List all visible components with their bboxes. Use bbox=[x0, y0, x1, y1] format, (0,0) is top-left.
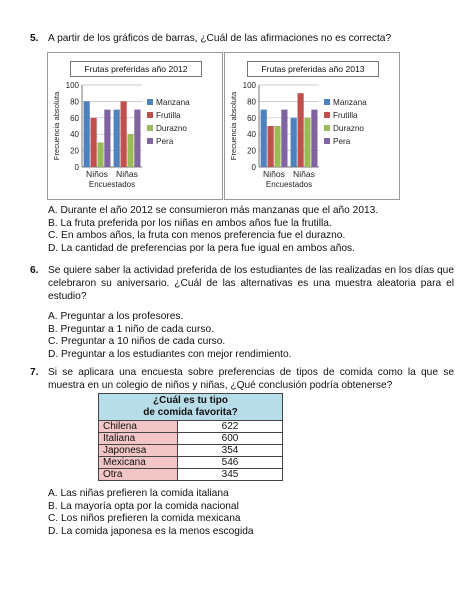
y-tick-label: 40 bbox=[70, 130, 79, 140]
y-tick-label: 40 bbox=[247, 130, 256, 140]
x-tick-label: Niñas bbox=[116, 169, 138, 179]
bar bbox=[84, 101, 90, 167]
y-axis-label: Frecuencia absoluta bbox=[52, 91, 61, 161]
y-tick-label: 20 bbox=[70, 146, 79, 156]
legend-label: Manzana bbox=[333, 98, 367, 107]
question-7-text: Si se aplicara una encuesta sobre preferencias de tipos de comida como la que se muestra en un colegio de niños y niñas, ¿Qué conclusión podría obtenerse? bbox=[48, 367, 454, 391]
bar bbox=[281, 110, 287, 167]
q6-option-c[interactable]: C. Preguntar a 10 niños de cada curso. bbox=[48, 336, 226, 348]
x-tick-label: Niños bbox=[86, 169, 108, 179]
x-axis-label: Encuestados bbox=[88, 180, 136, 189]
q5-option-a[interactable]: A. Durante el año 2012 se consumieron más manzanas que el año 2013. bbox=[48, 205, 379, 216]
table-cell-value: 546 bbox=[178, 457, 283, 469]
y-tick-label: 100 bbox=[65, 81, 79, 90]
legend-swatch bbox=[324, 112, 330, 118]
legend-label: Pera bbox=[333, 137, 351, 146]
bar bbox=[261, 110, 267, 167]
y-tick-label: 0 bbox=[74, 163, 79, 172]
chart-2013 bbox=[224, 52, 400, 200]
chart-2013-plot bbox=[225, 53, 399, 199]
legend-swatch bbox=[147, 99, 153, 105]
y-tick-label: 0 bbox=[251, 163, 256, 172]
q5-option-c[interactable]: C. En ambos años, la fruta con menos preferencia fue el durazno. bbox=[48, 230, 346, 242]
table-cell-label: Chilena bbox=[99, 421, 178, 433]
legend-swatch bbox=[147, 125, 153, 131]
q5-option-b[interactable]: B. La fruta preferida por los niñas en ambos años fue la frutilla. bbox=[48, 217, 332, 229]
question-5-number: 5. bbox=[30, 33, 39, 44]
x-tick-label: Niños bbox=[263, 169, 285, 179]
question-6 bbox=[30, 264, 454, 361]
legend-label: Durazno bbox=[333, 124, 364, 133]
legend-swatch bbox=[147, 112, 153, 118]
y-tick-label: 60 bbox=[70, 113, 79, 123]
table-row bbox=[99, 469, 283, 481]
q6-option-b[interactable]: B. Preguntar a 1 niño de cada curso. bbox=[48, 323, 214, 335]
table-cell-label: Otra bbox=[99, 469, 178, 481]
legend-label: Pera bbox=[156, 137, 174, 146]
chart-2012-plot bbox=[48, 53, 222, 199]
table-row bbox=[99, 433, 283, 445]
q6-option-d[interactable]: D. Preguntar a los estudiantes con mejor rendimiento. bbox=[48, 348, 292, 360]
chart-2012 bbox=[47, 52, 223, 200]
bar bbox=[298, 93, 304, 167]
q7-option-b[interactable]: B. La mayoría opta por la comida nacional bbox=[48, 500, 239, 512]
legend-label: Manzana bbox=[156, 98, 190, 107]
question-5-options bbox=[30, 205, 454, 255]
bar bbox=[268, 126, 274, 167]
question-7-number: 7. bbox=[30, 367, 39, 378]
table-cell-value: 354 bbox=[178, 445, 283, 457]
y-tick-label: 80 bbox=[70, 97, 79, 107]
q7-option-c[interactable]: C. Los niños prefieren la comida mexicana bbox=[48, 513, 241, 525]
table-cell-value: 622 bbox=[178, 421, 283, 433]
bar bbox=[304, 118, 310, 167]
legend-label: Frutilla bbox=[333, 111, 358, 120]
question-7-options bbox=[30, 488, 454, 538]
question-5 bbox=[30, 32, 454, 45]
y-tick-label: 60 bbox=[247, 113, 256, 123]
y-tick-label: 20 bbox=[247, 146, 256, 156]
bar bbox=[104, 110, 110, 167]
question-6-number: 6. bbox=[30, 265, 39, 276]
chart-2012-title: Frutas preferidas año 2012 bbox=[70, 61, 202, 77]
table-row bbox=[99, 457, 283, 469]
legend-label: Frutilla bbox=[156, 111, 181, 120]
legend-label: Durazno bbox=[156, 124, 187, 133]
table-row bbox=[99, 445, 283, 457]
legend-swatch bbox=[147, 138, 153, 144]
table-cell-value: 600 bbox=[178, 433, 283, 445]
table-cell-label: Italiana bbox=[99, 433, 178, 445]
bar bbox=[121, 101, 127, 167]
bar bbox=[91, 118, 97, 167]
legend-swatch bbox=[324, 99, 330, 105]
bar bbox=[311, 110, 317, 167]
table-cell-label: Mexicana bbox=[99, 457, 178, 469]
table-cell-label: Japonesa bbox=[99, 445, 178, 457]
chart-2013-title: Frutas preferidas año 2013 bbox=[247, 61, 379, 77]
q5-option-d[interactable]: D. La cantidad de preferencias por la pera fue igual en ambos años. bbox=[48, 242, 355, 254]
x-axis-label: Encuestados bbox=[265, 180, 313, 189]
food-preference-table bbox=[98, 393, 283, 481]
x-tick-label: Niñas bbox=[293, 169, 315, 179]
bar bbox=[291, 118, 297, 167]
y-axis-label: Frecuencia absoluta bbox=[229, 91, 238, 161]
legend-swatch bbox=[324, 125, 330, 131]
table-header bbox=[99, 394, 283, 421]
legend-swatch bbox=[324, 138, 330, 144]
question-5-text: A partir de los gráficos de barras, ¿Cuál de las afirmaciones no es correcta? bbox=[48, 33, 392, 44]
bar bbox=[127, 134, 133, 167]
table-row bbox=[99, 421, 283, 433]
q7-option-a[interactable]: A. Las niñas prefieren la comida italiana bbox=[48, 488, 229, 499]
bar bbox=[274, 126, 280, 167]
table-header-line2: de comida favorita? bbox=[143, 407, 238, 418]
table-header-line1: ¿Cuál es tu tipo bbox=[153, 395, 228, 406]
question-6-text: Se quiere saber la actividad preferida de los estudiantes de las realizadas en los días que celebraron su aniversario. ¿Cuál de las alternativas es una muestra aleatoria para el estudio? bbox=[48, 265, 454, 302]
y-tick-label: 100 bbox=[242, 81, 256, 90]
q7-option-d[interactable]: D. La comida japonesa es la menos escogida bbox=[48, 525, 254, 537]
bar bbox=[97, 142, 103, 167]
question-7 bbox=[30, 366, 454, 392]
y-tick-label: 80 bbox=[247, 97, 256, 107]
q6-option-a[interactable]: A. Preguntar a los profesores. bbox=[48, 311, 184, 322]
bar bbox=[134, 110, 140, 167]
bar bbox=[114, 110, 120, 167]
table-cell-value: 345 bbox=[178, 469, 283, 481]
